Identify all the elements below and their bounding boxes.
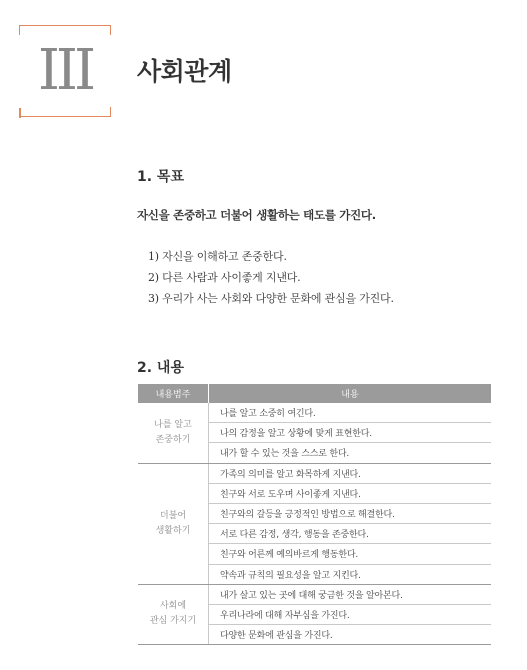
content-cell: 가족의 의미를 알고 화목하게 지낸다. — [209, 463, 492, 483]
goal-heading: 1. 목표 — [137, 169, 184, 185]
chapter-numeral: III — [37, 38, 93, 103]
table-header-row — [138, 384, 491, 403]
frame-top-bracket — [19, 25, 111, 35]
header-content: 내용 — [209, 384, 492, 403]
content-cell: 약속과 규칙의 필요성을 알고 지킨다. — [209, 564, 492, 584]
content-cell: 우리나라에 대해 자부심을 가진다. — [209, 604, 492, 624]
chapter-number-box — [19, 25, 111, 117]
content-heading: 2. 내용 — [137, 360, 184, 376]
header-category: 내용범주 — [138, 384, 209, 403]
table-row — [138, 463, 491, 483]
content-cell: 친구와 서로 도우며 사이좋게 지낸다. — [209, 483, 492, 503]
category-cell — [138, 403, 209, 463]
content-cell: 내가 할 수 있는 것을 스스로 한다. — [209, 443, 492, 463]
category-cell — [138, 584, 209, 645]
frame-bottom-bracket — [19, 107, 111, 117]
goal-item: 2) 다른 사람과 사이좋게 지낸다. — [148, 271, 301, 284]
category-line: 더불어 — [159, 510, 187, 521]
table-row — [138, 403, 491, 423]
category-cell — [138, 463, 209, 584]
chapter-title: 사회관계 — [137, 57, 232, 86]
goal-item: 1) 자신을 이해하고 존중한다. — [148, 250, 287, 263]
category-line: 생활하기 — [155, 525, 191, 536]
content-cell: 친구와 어른께 예의바르게 행동한다. — [209, 544, 492, 564]
category-line: 나를 알고 — [154, 419, 192, 430]
content-cell: 다양한 문화에 관심을 가진다. — [209, 625, 492, 645]
goal-list — [148, 246, 394, 309]
category-line: 사회에 — [159, 601, 187, 612]
table-row — [138, 584, 491, 604]
content-cell: 나의 감정을 알고 상황에 맞게 표현한다. — [209, 423, 492, 443]
content-cell: 나를 알고 소중히 여긴다. — [209, 403, 492, 423]
content-cell: 친구와의 갈등을 긍정적인 방법으로 해결한다. — [209, 503, 492, 523]
content-cell: 내가 살고 있는 곳에 대해 궁금한 것을 알아본다. — [209, 584, 492, 604]
category-line: 관심 가지기 — [149, 616, 197, 627]
goal-summary: 자신을 존중하고 더불어 생활하는 태도를 가진다. — [137, 208, 376, 222]
content-table — [138, 384, 491, 645]
goal-item: 3) 우리가 사는 사회와 다양한 문화에 관심을 가진다. — [148, 292, 394, 305]
category-line: 존중하기 — [155, 434, 191, 445]
content-cell: 서로 다른 감정, 생각, 행동을 존중한다. — [209, 524, 492, 544]
